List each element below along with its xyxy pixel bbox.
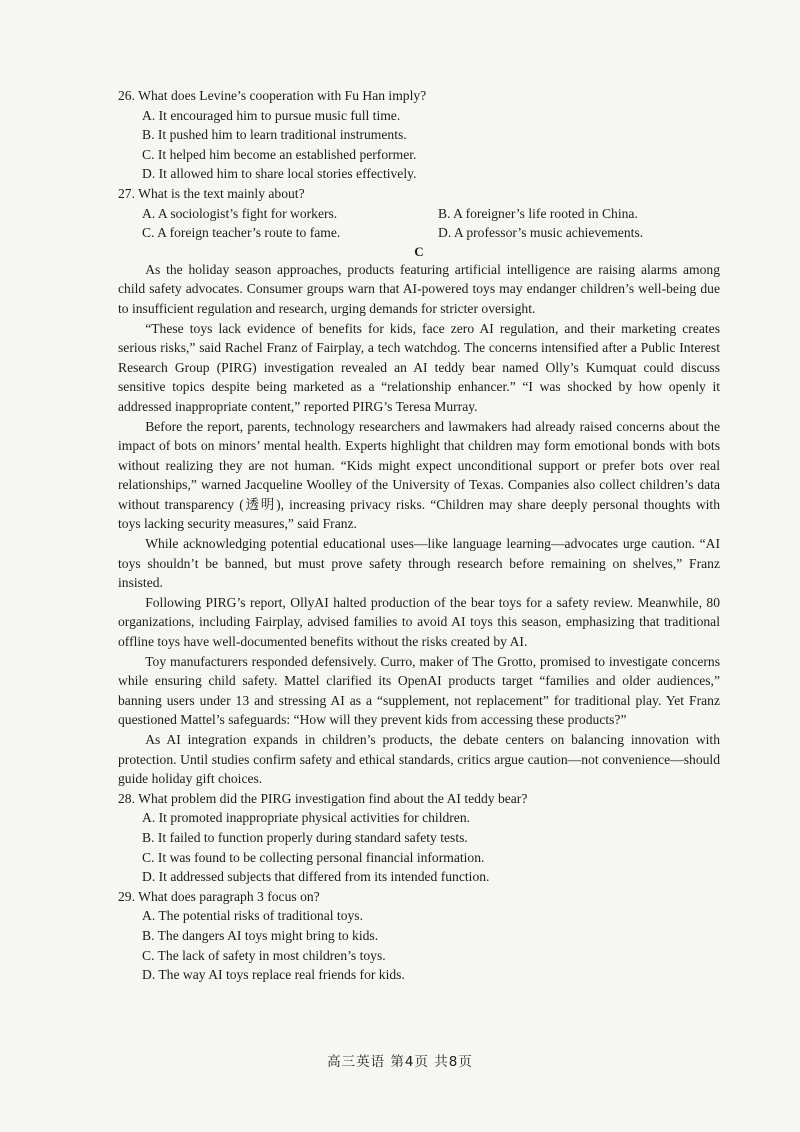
paragraph: “These toys lack evidence of benefits for kids, face zero AI regulation, and their marketing creates serious risks,” said Rachel Franz of Fairplay, a tech watchdog. The concerns intensified after a Public Interest Research Group (PIRG) investigation revealed an AI teddy bear named Olly’s Kumquat could discuss sensitive topics despite being marketed as a “relationship enhancer.” “I was shocked by how openly it addressed inappropriate content,” reported PIRG’s Teresa Murray. [118,320,720,414]
option-d: D. A professor’s music achievements. [438,225,644,241]
option-b: B. It failed to function properly during standard safety tests. [142,829,468,845]
question-27 [118,184,720,243]
option-c: C. A foreign teacher’s route to fame. [142,225,341,241]
question-29 [118,887,720,985]
option-c: C. The lack of safety in most children’s toys. [142,947,386,963]
passage-c [118,260,720,789]
option-d: D. It addressed subjects that differed from its intended function. [142,869,490,885]
question-stem: 29. What does paragraph 3 focus on? [118,888,320,904]
paragraph: Before the report, parents, technology researchers and lawmakers had already raised concerns about the impact of bots on minors’ mental health. Experts highlight that children may form emotional bonds with bots without realizing they are not human. “Kids might expect unconditional support or prefer bots over real relationships,” warned Jacqueline Woolley of the University of Texas. Companies also collect children’s data without transparency (透明), increasing privacy risks. “Children may share deeply personal thoughts with toys lacking security measures,” said Franz. [118,418,720,532]
question-stem: 26. What does Levine’s cooperation with Fu Han imply? [118,88,427,103]
paragraph: As the holiday season approaches, products featuring artificial intelligence are raising alarms among child safety advocates. Consumer groups warn that AI-powered toys may endanger children’s well-being due to insufficient regulation and research, urging demands for stricter oversight. [118,261,720,316]
paragraph: Following PIRG’s report, OllyAI halted production of the bear toys for a safety review. Meanwhile, 80 organizations, including Fairplay, advised families to avoid AI toys this season, emphasizing that traditional offline toys have well-documented benefits without the risks created by AI. [118,594,720,650]
option-a: A. A sociologist’s fight for workers. [142,205,338,221]
option-d: D. It allowed him to share local stories effectively. [142,166,417,182]
question-26 [118,86,720,184]
paragraph: While acknowledging potential educational uses—like language learning—advocates urge caution. “AI toys shouldn’t be banned, but must prove safety through research before remaining on shelves,” Franz insisted. [118,536,720,591]
page-footer: 高三英语 第4页 共8页 [327,1054,473,1070]
question-stem: 27. What is the text mainly about? [118,185,305,201]
option-a: A. It encouraged him to pursue music full time. [142,107,401,123]
option-b: B. The dangers AI toys might bring to kids. [142,927,379,943]
option-c: C. It was found to be collecting personal financial information. [142,849,485,865]
option-a: A. The potential risks of traditional toys. [142,908,363,924]
page-content [118,86,720,985]
paragraph: As AI integration expands in children’s products, the debate centers on balancing innovation with protection. Until studies confirm safety and ethical standards, critics argue caution—not convenience—should guide holiday gift choices. [118,732,720,787]
option-d: D. The way AI toys replace real friends for kids. [142,967,405,983]
question-28 [118,789,720,887]
option-c: C. It helped him become an established performer. [142,146,417,162]
passage-letter: C [414,243,424,259]
option-a: A. It promoted inappropriate physical activities for children. [142,810,471,826]
option-b: B. A foreigner’s life rooted in China. [438,205,638,221]
question-stem: 28. What problem did the PIRG investigation find about the AI teddy bear? [118,790,528,806]
option-b: B. It pushed him to learn traditional instruments. [142,127,407,143]
paragraph: Toy manufacturers responded defensively. Curro, maker of The Grotto, promised to investigate concerns while ensuring child safety. Mattel clarified its OpenAI products target “families and older audiences,” banning users under 13 and stressing AI as a “supplement, not replacement” for traditional play. Yet Franz questioned Mattel’s safeguards: “How will they prevent kids from accessing these products?” [118,653,720,728]
